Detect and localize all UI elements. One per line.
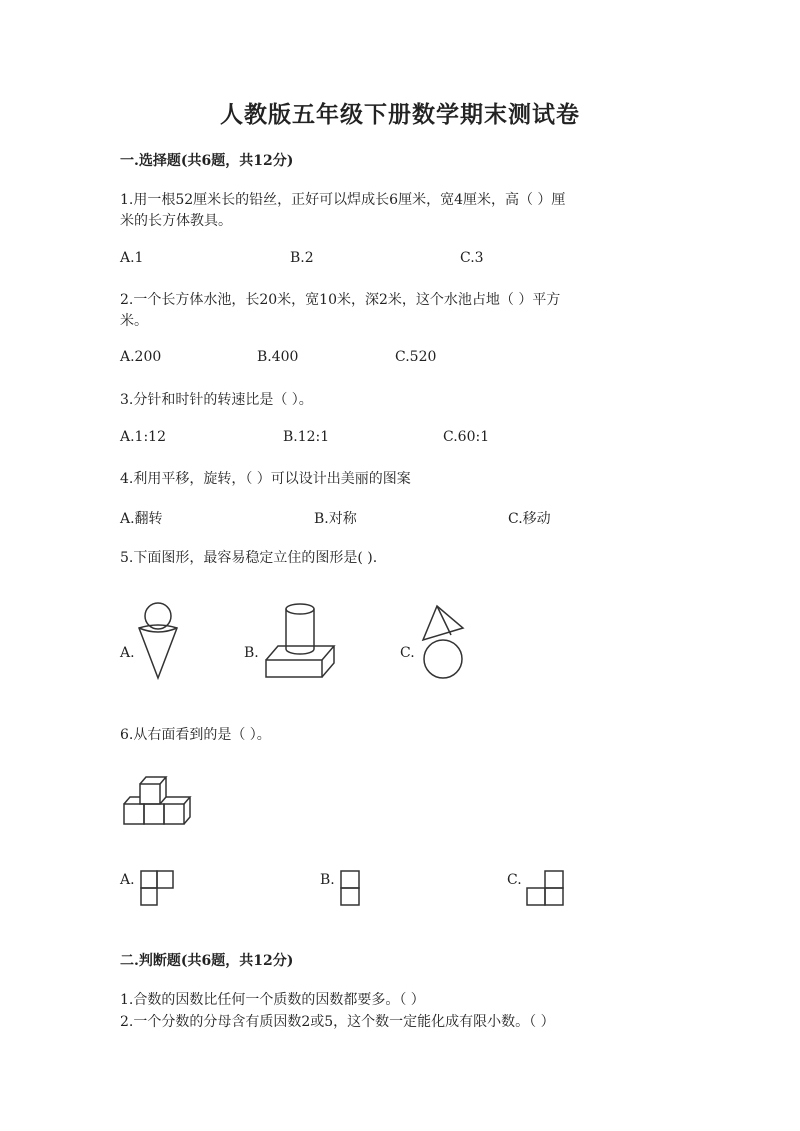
q6-option-b-label: B. xyxy=(320,872,335,888)
q2-option-a: A.200 xyxy=(120,349,162,365)
q3-option-c: C.60:1 xyxy=(443,429,490,445)
q1-option-c: C.3 xyxy=(460,250,484,266)
q5-option-b-label: B. xyxy=(244,645,259,661)
q2-option-b: B.400 xyxy=(257,349,299,365)
q6-option-a-view xyxy=(140,870,176,908)
judgement-question-2: 2.一个分数的分母含有质因数2或5，这个数一定能化成有限小数。（ ） xyxy=(120,1014,555,1030)
q5-figure-a-ball-on-cone xyxy=(137,600,187,680)
q5-figure-b-cylinder-on-box xyxy=(264,602,336,680)
question-5: 5.下面图形，最容易稳定立住的图形是( ). xyxy=(120,550,378,566)
question-3: 3.分针和时针的转速比是（ ）。 xyxy=(120,392,313,408)
question-6: 6.从右面看到的是（ ）。 xyxy=(120,727,271,743)
section-heading-judgement: 二.判断题(共6题，共12分) xyxy=(120,953,294,969)
q4-option-b: B.对称 xyxy=(314,511,357,527)
q6-option-c-view xyxy=(526,870,566,908)
question-1-line2: 米的长方体教具。 xyxy=(120,213,232,229)
question-2-line1: 2.一个长方体水池，长20米，宽10米，深2米，这个水池占地（ ）平方 xyxy=(120,292,561,308)
q4-option-a: A.翻转 xyxy=(120,511,163,527)
page-title: 人教版五年级下册数学期末测试卷 xyxy=(220,101,580,128)
q3-option-a: A.1:12 xyxy=(120,429,166,445)
q3-option-b: B.12:1 xyxy=(283,429,330,445)
judgement-question-1: 1.合数的因数比任何一个质数的因数都要多。（ ） xyxy=(120,992,425,1008)
q6-option-b-view xyxy=(340,870,362,908)
q5-figure-c-cone-on-ball xyxy=(417,604,469,680)
question-4: 4.利用平移，旋转，（ ）可以设计出美丽的图案 xyxy=(120,471,411,487)
q1-option-b: B.2 xyxy=(290,250,314,266)
section-heading-choice: 一.选择题(共6题，共12分) xyxy=(120,153,294,169)
q5-option-c-label: C. xyxy=(400,645,415,661)
q1-option-a: A.1 xyxy=(120,250,144,266)
q6-option-a-label: A. xyxy=(120,872,135,888)
q4-option-c: C.移动 xyxy=(508,511,551,527)
q2-option-c: C.520 xyxy=(395,349,437,365)
question-1-line1: 1.用一根52厘米长的铅丝，正好可以焊成长6厘米，宽4厘米，高（ ）厘 xyxy=(120,192,566,208)
q5-option-a-label: A. xyxy=(120,645,135,661)
q6-stacked-cubes-figure xyxy=(120,774,192,830)
question-2-line2: 米。 xyxy=(120,313,148,329)
q6-option-c-label: C. xyxy=(507,872,522,888)
